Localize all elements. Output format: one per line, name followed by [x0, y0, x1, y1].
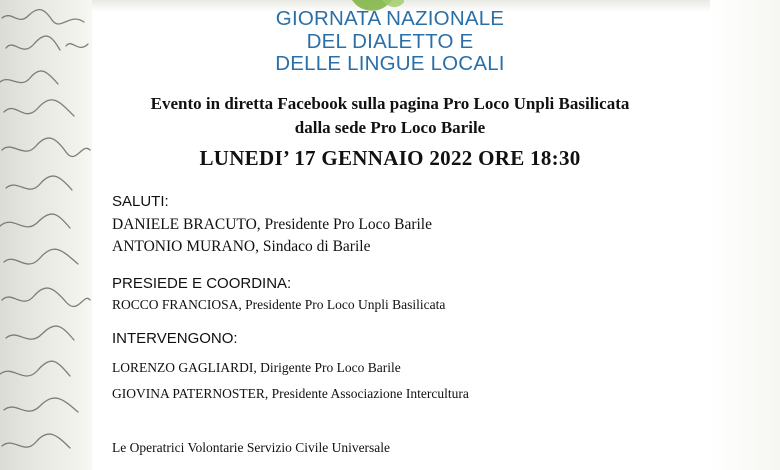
saluti-item: DANIELE BRACUTO, Presidente Pro Loco Barile — [112, 216, 432, 233]
title-line-1: GIORNATA NAZIONALE — [275, 7, 505, 30]
presiede-item: ROCCO FRANCIOSA, Presidente Pro Loco Unpli Basilicata — [112, 297, 446, 312]
title-line-3: DELLE LINGUE LOCALI — [275, 52, 505, 75]
intervengono-item: GIOVINA PATERNOSTER, Presidente Associazione Intercultura — [112, 386, 469, 401]
title-line-2: DEL DIALETTO E — [306, 29, 474, 53]
event-location-line: dalla sede Pro Loco Barile — [294, 118, 486, 137]
volunteers-line: Le Operatrici Volontarie Servizio Civile Universale — [112, 440, 391, 455]
intervengono-heading: INTERVENGONO: — [112, 330, 238, 347]
saluti-heading: SALUTI: — [112, 193, 169, 210]
presiede-heading: PRESIEDE E COORDINA: — [112, 275, 292, 292]
event-broadcast-line: Evento in diretta Facebook sulla pagina Pro Loco Unpli Basilicata — [150, 94, 630, 113]
intervengono-item: LORENZO GAGLIARDI, Dirigente Pro Loco Barile — [112, 360, 401, 375]
saluti-item: ANTONIO MURANO, Sindaco di Barile — [112, 238, 371, 255]
event-date: LUNEDI’ 17 GENNAIO 2022 ORE 18:30 — [199, 146, 581, 170]
event-title — [0, 8, 780, 76]
